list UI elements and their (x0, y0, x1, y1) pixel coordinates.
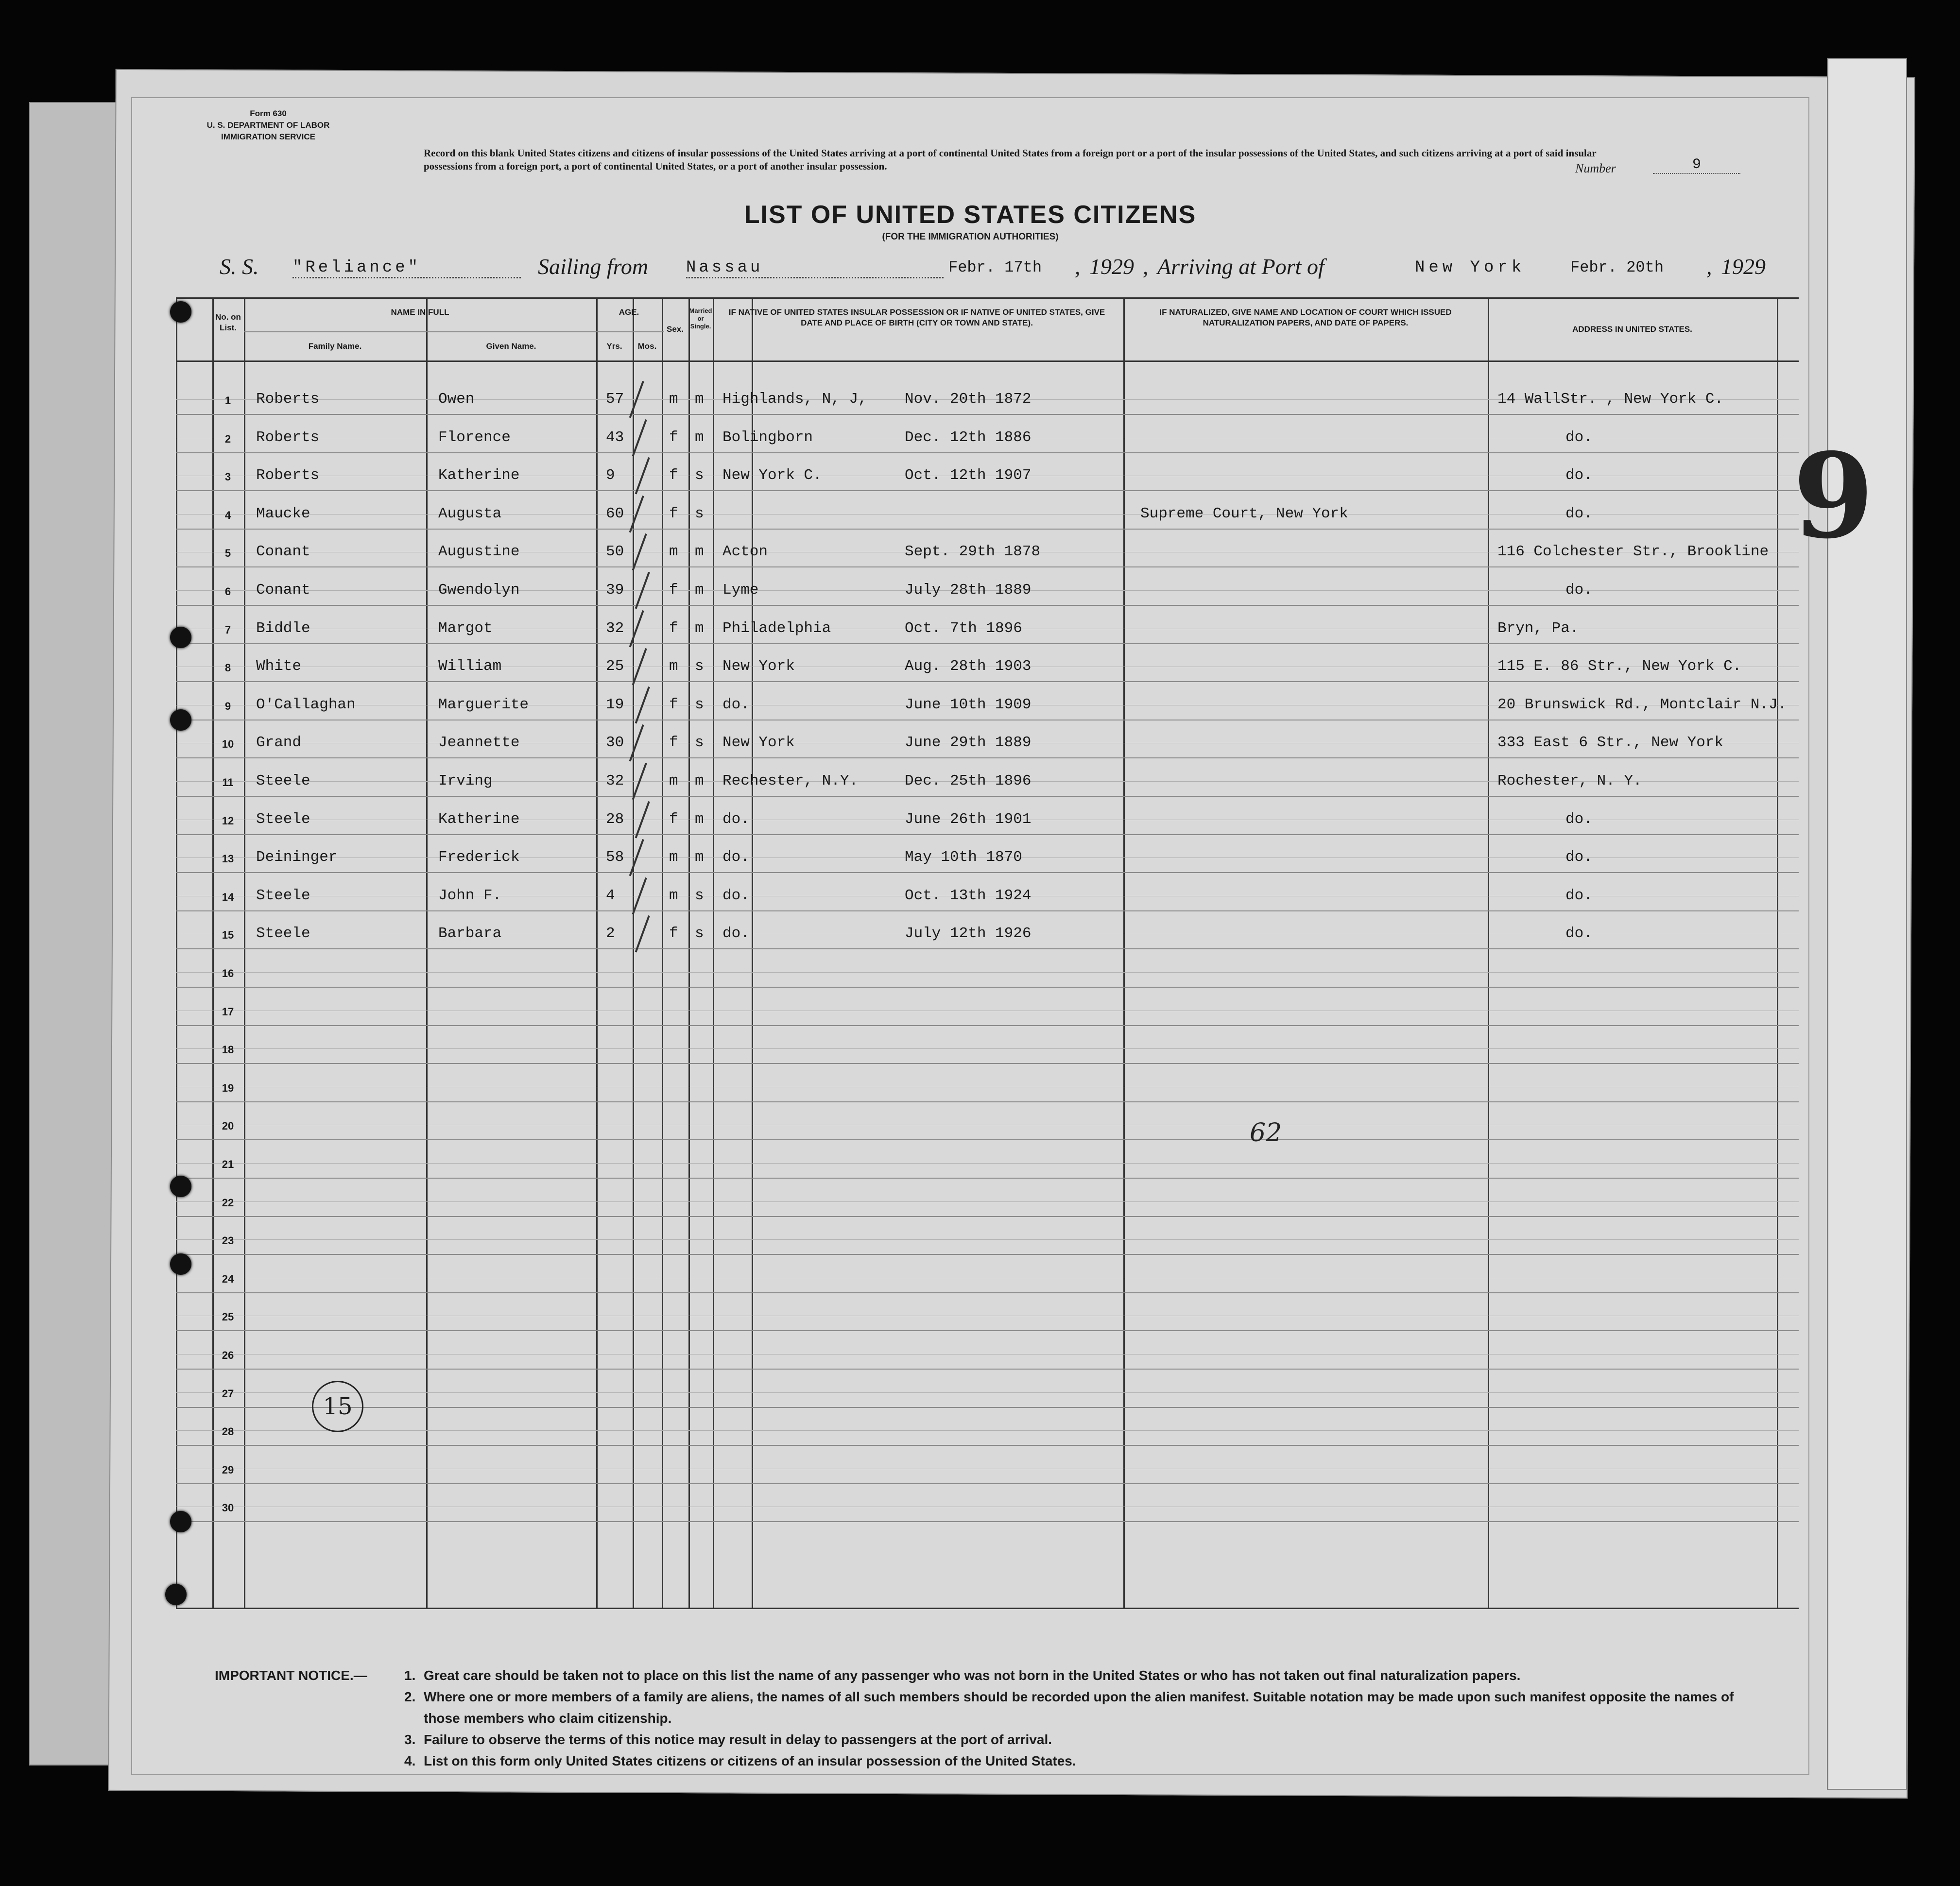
row-rule (176, 1063, 1799, 1064)
row-number: 26 (222, 1349, 234, 1361)
birth-place: Rechester, N.Y. (722, 772, 859, 789)
address: do. (1565, 429, 1593, 446)
header-naturalized: IF NATURALIZED, GIVE NAME AND LOCATION OF COURT WHICH ISSUED NATURALIZATION PAPERS, AND DATE OF PAPERS. (1159, 308, 1452, 327)
address: do. (1565, 467, 1593, 484)
column-rule (633, 297, 634, 1609)
birth-date: Oct. 7th 1896 (905, 619, 1022, 637)
table-rule (244, 331, 664, 332)
notice-item (404, 1686, 1755, 1729)
birth-date: June 10th 1909 (905, 696, 1032, 713)
punch-hole (165, 1584, 187, 1605)
address: 116 Colchester Str., Brookline (1497, 543, 1769, 561)
row-number: 18 (222, 1044, 234, 1056)
row-rule (176, 414, 1799, 415)
row-number: 4 (224, 509, 231, 521)
row-number: 7 (224, 623, 231, 636)
large-handwritten-number: 9 (1793, 428, 1874, 565)
column-rule (596, 297, 598, 1609)
row-number: 3 (224, 471, 231, 483)
manifest-table (176, 297, 1799, 1609)
notice-item-number: 1. (404, 1668, 416, 1683)
column-rule (662, 297, 663, 1609)
address: do. (1565, 887, 1593, 904)
column-rule (752, 297, 753, 1609)
sex: f (669, 619, 678, 637)
marital-status: m (695, 543, 704, 561)
given-name: Katherine (438, 467, 520, 484)
family-name: Biddle (256, 619, 310, 637)
row-number: 30 (222, 1502, 234, 1514)
header-name-in-full: NAME IN FULL (391, 308, 449, 317)
address: Rochester, N. Y. (1497, 772, 1642, 789)
row-number: 16 (222, 967, 234, 979)
row-rule (176, 1407, 1799, 1408)
column-rule (713, 297, 714, 1609)
row-rule (176, 872, 1799, 873)
birth-place: do. (722, 887, 750, 904)
family-name: Deininger (256, 849, 338, 866)
birth-date: July 12th 1926 (905, 925, 1032, 943)
row-number: 11 (222, 776, 234, 789)
row-number: 13 (222, 853, 234, 865)
address: do. (1565, 925, 1593, 943)
form-header (166, 108, 370, 143)
birth-place: Acton (722, 543, 768, 561)
birth-place: do. (722, 696, 750, 713)
birth-place: New York (722, 734, 795, 752)
age-years: 28 (606, 810, 624, 828)
age-years: 2 (606, 925, 615, 943)
arrive-year: 1929 (1721, 254, 1766, 279)
row-number: 22 (222, 1196, 234, 1209)
marital-status: m (695, 582, 704, 599)
row-number: 29 (222, 1463, 234, 1476)
address: do. (1565, 849, 1593, 866)
punch-hole (170, 627, 191, 648)
punch-hole (170, 1511, 191, 1532)
marital-status: m (695, 429, 704, 446)
age-years: 19 (606, 696, 624, 713)
punch-hole (170, 1176, 191, 1197)
birth-date: Dec. 12th 1886 (905, 429, 1032, 446)
age-years: 9 (606, 467, 615, 484)
arrival-port: New York (1415, 258, 1526, 277)
marital-status: s (695, 467, 704, 484)
row-rule (176, 1330, 1799, 1331)
row-number: 24 (222, 1272, 234, 1285)
circled-number-annotation: 15 (312, 1381, 363, 1432)
arriving-label: Arriving at Port of (1157, 254, 1324, 279)
sailing-from: Nassau (686, 258, 944, 278)
notice-item (404, 1665, 1755, 1686)
page-subtitle: (FOR THE IMMIGRATION AUTHORITIES) (882, 232, 1059, 242)
sex: f (669, 696, 678, 713)
given-name: John F. (438, 887, 502, 904)
sex: f (669, 925, 678, 943)
given-name: Marguerite (438, 696, 529, 713)
row-rule (176, 1483, 1799, 1484)
given-name: Katherine (438, 810, 520, 828)
sailing-label: Sailing from (538, 254, 649, 279)
marital-status: s (695, 925, 704, 943)
address: do. (1565, 505, 1593, 522)
birth-place: Lyme (722, 582, 759, 599)
birth-date: May 10th 1870 (905, 849, 1022, 866)
ship-name: "Reliance" (292, 258, 521, 278)
family-name: Maucke (256, 505, 310, 522)
notice-items (404, 1665, 1755, 1772)
marital-status: s (695, 887, 704, 904)
given-name: Gwendolyn (438, 582, 520, 599)
row-number: 9 (224, 700, 231, 712)
sex: m (669, 391, 678, 408)
birth-date: Oct. 13th 1924 (905, 887, 1032, 904)
row-number: 12 (222, 814, 234, 827)
row-number: 14 (222, 891, 234, 903)
marital-status: s (695, 658, 704, 675)
sex: m (669, 887, 678, 904)
arrive-date: Febr. 20th (1570, 258, 1664, 276)
header-native: IF NATIVE OF UNITED STATES INSULAR POSSESSION OR IF NATIVE OF UNITED STATES, GIVE DATE AND PLACE OF BIRTH (CITY OR TOWN AND STATE). (728, 308, 1105, 327)
family-name: Steele (256, 810, 310, 828)
marital-status: m (695, 849, 704, 866)
header-family-name: Family Name. (308, 342, 362, 351)
row-rule (176, 1254, 1799, 1255)
header-yrs: Yrs. (606, 342, 622, 351)
row-rule (176, 529, 1799, 530)
birth-place: Highlands, N, J, (722, 391, 867, 408)
header-given-name: Given Name. (486, 342, 536, 351)
sex: m (669, 658, 678, 675)
sex: f (669, 582, 678, 599)
row-rule (176, 1048, 1799, 1049)
family-name: O'Callaghan (256, 696, 356, 713)
table-rule (176, 1608, 1799, 1609)
address: do. (1565, 582, 1593, 599)
notice-item-number: 4. (404, 1753, 416, 1768)
form-instructions: Record on this blank United States citizens and citizens of insular possessions of the United States arriving at a port of continental United States from a foreign port or a port of the insular possessions of the United States, and such citizens arriving at a port of said insular possessions from a foreign port, a port of continental United States, or a port of another insular possession. (424, 147, 1597, 172)
row-rule (176, 1369, 1799, 1370)
row-number: 17 (222, 1005, 234, 1018)
age-years: 32 (606, 619, 624, 637)
given-name: Irving (438, 772, 493, 789)
row-number: 27 (222, 1387, 234, 1400)
naturalization-court: Supreme Court, New York (1140, 505, 1348, 522)
family-name: Roberts (256, 429, 320, 446)
row-number: 8 (224, 662, 231, 674)
family-name: White (256, 658, 302, 675)
age-years: 30 (606, 734, 624, 752)
family-name: Conant (256, 543, 310, 561)
address: 14 WallStr. , New York C. (1497, 391, 1724, 408)
birth-date: Nov. 20th 1872 (905, 391, 1032, 408)
family-name: Steele (256, 887, 310, 904)
depart-year: 1929 (1089, 254, 1134, 279)
age-years: 25 (606, 658, 624, 675)
birth-place: New York C. (722, 467, 822, 484)
marital-status: m (695, 391, 704, 408)
row-rule (176, 1239, 1799, 1240)
header-mos: Mos. (637, 342, 657, 351)
given-name: Owen (438, 391, 475, 408)
header-married-single: Married or Single. (689, 307, 712, 330)
marital-status: m (695, 810, 704, 828)
marital-status: s (695, 734, 704, 752)
notice-lead: IMPORTANT NOTICE.— (215, 1668, 367, 1683)
row-rule (176, 1392, 1799, 1393)
birth-date: June 26th 1901 (905, 810, 1032, 828)
sex: f (669, 505, 678, 522)
birth-date: July 28th 1889 (905, 582, 1032, 599)
row-rule (176, 910, 1799, 911)
row-number: 15 (222, 929, 234, 942)
birth-date: Aug. 28th 1903 (905, 658, 1032, 675)
row-rule (176, 1163, 1799, 1164)
birth-place: Bolingborn (722, 429, 813, 446)
row-rule (176, 972, 1799, 973)
birth-date: Oct. 12th 1907 (905, 467, 1032, 484)
address: do. (1565, 810, 1593, 828)
margin-annotation: 62 (1250, 1118, 1282, 1148)
form-number: Form 630 (250, 109, 287, 118)
given-name: Augustine (438, 543, 520, 561)
notice-item-text: Failure to observe the terms of this notice may result in delay to passengers at the port of arrival. (424, 1732, 1052, 1747)
department: U. S. DEPARTMENT OF LABOR (206, 120, 330, 130)
row-rule (176, 834, 1799, 835)
voyage-line: S. S. "Reliance" Sailing from Nassau Febr. 17th , 1929 , Arriving at Port of New York Febr. 20th , 1929 (220, 254, 1766, 279)
row-rule (176, 566, 1799, 567)
ss-label: S. S. (220, 254, 259, 279)
row-rule (176, 757, 1799, 758)
sex: f (669, 810, 678, 828)
birth-date: June 29th 1889 (905, 734, 1032, 752)
number-label: Number (1575, 161, 1616, 175)
age-years: 43 (606, 429, 624, 446)
family-name: Roberts (256, 467, 320, 484)
notice-item-text: Great care should be taken not to place on this list the name of any passenger who was not born in the United States or who has not taken out final naturalization papers. (424, 1668, 1521, 1683)
header-no: No. on List. (215, 312, 241, 332)
marital-status: m (695, 619, 704, 637)
column-rule (244, 297, 245, 1609)
address: 115 E. 86 Str., New York C. (1497, 658, 1742, 675)
family-name: Grand (256, 734, 302, 752)
notice-item-number: 2. (404, 1689, 416, 1704)
row-number: 5 (224, 547, 231, 560)
row-rule (176, 1201, 1799, 1202)
row-rule (176, 681, 1799, 682)
given-name: Augusta (438, 505, 502, 522)
given-name: Florence (438, 429, 511, 446)
column-rule (1488, 297, 1489, 1609)
column-rule (176, 297, 177, 1609)
row-rule (176, 1521, 1799, 1522)
row-rule (176, 1101, 1799, 1102)
row-rule (176, 452, 1799, 453)
punch-hole (170, 301, 191, 323)
birth-date: Dec. 25th 1896 (905, 772, 1032, 789)
row-number: 25 (222, 1311, 234, 1323)
given-name: William (438, 658, 502, 675)
given-name: Barbara (438, 925, 502, 943)
age-years: 4 (606, 887, 615, 904)
service: IMMIGRATION SERVICE (221, 132, 315, 141)
marital-status: s (695, 696, 704, 713)
header-sex: Sex. (667, 325, 684, 334)
row-rule (176, 987, 1799, 988)
marital-status: m (695, 772, 704, 789)
age-years: 32 (606, 772, 624, 789)
row-rule (176, 948, 1799, 949)
address: Bryn, Pa. (1497, 619, 1579, 637)
header-age: AGE. (619, 308, 639, 317)
birth-place: do. (722, 925, 750, 943)
age-years: 60 (606, 505, 624, 522)
row-number: 1 (224, 394, 231, 407)
family-name: Conant (256, 582, 310, 599)
address: 20 Brunswick Rd., Montclair N.J. (1497, 696, 1787, 713)
address: 333 East 6 Str., New York (1497, 734, 1724, 752)
marital-status: s (695, 505, 704, 522)
sex: f (669, 467, 678, 484)
notice-item-text: List on this form only United States citizens or citizens of an insular possession of the United States. (424, 1753, 1076, 1768)
given-name: Jeannette (438, 734, 520, 752)
given-name: Margot (438, 619, 493, 637)
row-number: 23 (222, 1234, 234, 1247)
sex: f (669, 429, 678, 446)
punch-hole (170, 1253, 191, 1275)
row-rule (176, 1178, 1799, 1179)
family-name: Steele (256, 772, 310, 789)
row-number: 20 (222, 1120, 234, 1132)
row-rule (176, 1216, 1799, 1217)
row-rule (176, 1292, 1799, 1293)
column-rule (1777, 297, 1778, 1609)
manifest-page (131, 97, 1809, 1775)
punch-hole (170, 709, 191, 731)
sex: f (669, 734, 678, 752)
row-rule (176, 796, 1799, 797)
notice-item-number: 3. (404, 1732, 416, 1747)
birth-place: do. (722, 810, 750, 828)
column-rule (212, 297, 214, 1609)
row-number: 2 (224, 432, 231, 445)
row-rule (176, 643, 1799, 644)
row-rule (176, 490, 1799, 491)
family-name: Roberts (256, 391, 320, 408)
age-years: 39 (606, 582, 624, 599)
notice-item-text: Where one or more members of a family are aliens, the names of all such members should be recorded upon the alien manifest. Suitable notation may be made upon such manifest opposite the names of those members who claim citizenship. (424, 1689, 1734, 1726)
age-years: 58 (606, 849, 624, 866)
row-rule (176, 605, 1799, 606)
birth-place: Philadelphia (722, 619, 831, 637)
row-number: 19 (222, 1081, 234, 1094)
row-rule (176, 1025, 1799, 1026)
family-name: Steele (256, 925, 310, 943)
row-number: 21 (222, 1158, 234, 1170)
sex: m (669, 543, 678, 561)
notice-item (404, 1729, 1755, 1750)
table-rule (176, 360, 1799, 362)
row-number: 10 (222, 738, 234, 751)
row-number: 28 (222, 1425, 234, 1438)
background-sheet-edge (1827, 58, 1907, 1790)
birth-date: Sept. 29th 1878 (905, 543, 1041, 561)
sex: m (669, 772, 678, 789)
notice-item (404, 1750, 1755, 1772)
age-years: 57 (606, 391, 624, 408)
row-rule (176, 1445, 1799, 1446)
row-rule (176, 1139, 1799, 1140)
birth-place: New York (722, 658, 795, 675)
table-rule (176, 297, 1799, 299)
page-title: LIST OF UNITED STATES CITIZENS (744, 201, 1197, 229)
number-value: 9 (1653, 156, 1740, 174)
sex: m (669, 849, 678, 866)
column-rule (426, 297, 428, 1609)
age-years: 50 (606, 543, 624, 561)
row-number: 6 (224, 585, 231, 598)
given-name: Frederick (438, 849, 520, 866)
column-rule (1123, 297, 1125, 1609)
column-rule (688, 297, 690, 1609)
depart-date: Febr. 17th (948, 258, 1042, 276)
header-address: ADDRESS IN UNITED STATES. (1572, 325, 1692, 334)
row-rule (176, 1430, 1799, 1431)
birth-place: do. (722, 849, 750, 866)
